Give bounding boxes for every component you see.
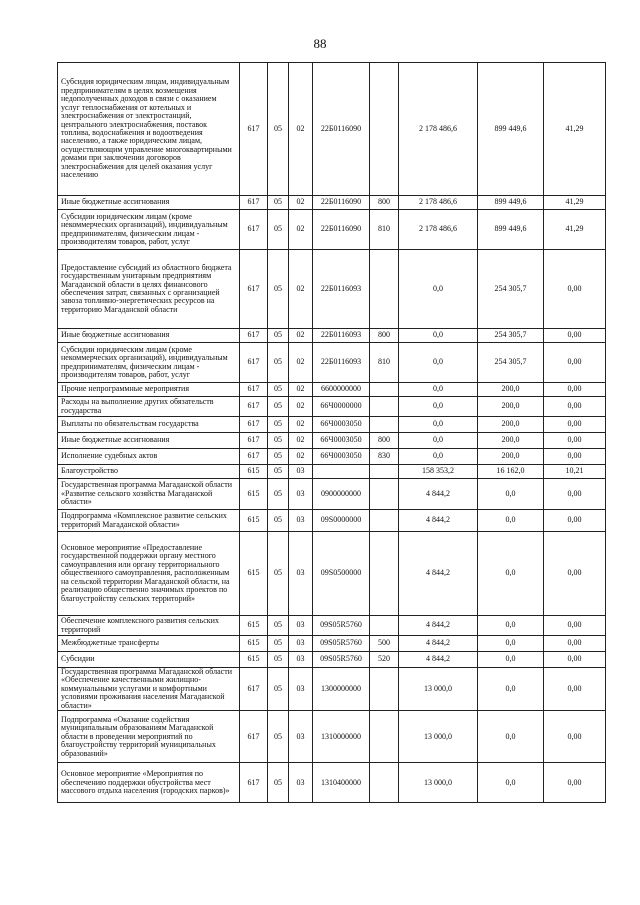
- row-executed-amount: 254 305,7: [478, 343, 544, 383]
- row-subsection-code: 02: [289, 449, 313, 465]
- row-target-article-code: 22Б0116093: [313, 343, 370, 383]
- row-section-code: 05: [268, 343, 289, 383]
- row-section-code: 05: [268, 210, 289, 250]
- row-executed-amount: 0,0: [478, 636, 544, 652]
- row-expense-type-code: 830: [370, 449, 399, 465]
- row-grbs-code: 617: [240, 763, 268, 803]
- row-target-article-code: 09S0500000: [313, 532, 370, 616]
- row-grbs-code: 617: [240, 63, 268, 196]
- row-planned-amount: 13 000,0: [399, 668, 478, 711]
- row-subsection-code: 03: [289, 711, 313, 763]
- row-grbs-code: 615: [240, 616, 268, 636]
- row-name: Субсидии юридическим лицам (кроме некоммерческих организаций), индивидуальным предпринимателям, физическим лицам - производителям товаров, работ, услуг: [58, 343, 240, 383]
- table-row: [58, 63, 606, 196]
- row-planned-amount: 4 844,2: [399, 479, 478, 510]
- row-execution-percent: 0,00: [544, 479, 606, 510]
- row-expense-type-code: [370, 250, 399, 329]
- row-grbs-code: 617: [240, 711, 268, 763]
- row-planned-amount: 0,0: [399, 449, 478, 465]
- row-executed-amount: 200,0: [478, 433, 544, 449]
- row-expense-type-code: [370, 668, 399, 711]
- row-planned-amount: 0,0: [399, 417, 478, 433]
- row-subsection-code: 02: [289, 433, 313, 449]
- row-subsection-code: 02: [289, 383, 313, 397]
- row-executed-amount: 0,0: [478, 652, 544, 668]
- row-grbs-code: 615: [240, 510, 268, 532]
- row-name: Расходы на выполнение других обязательств государства: [58, 397, 240, 417]
- row-executed-amount: 0,0: [478, 510, 544, 532]
- row-execution-percent: 41,29: [544, 196, 606, 210]
- row-planned-amount: 2 178 486,6: [399, 196, 478, 210]
- row-executed-amount: 0,0: [478, 711, 544, 763]
- row-execution-percent: 41,29: [544, 63, 606, 196]
- row-target-article-code: 66Ч0003050: [313, 417, 370, 433]
- table-row: [58, 652, 606, 668]
- row-execution-percent: 0,00: [544, 433, 606, 449]
- row-executed-amount: 200,0: [478, 383, 544, 397]
- row-section-code: 05: [268, 711, 289, 763]
- row-execution-percent: 0,00: [544, 449, 606, 465]
- row-grbs-code: 615: [240, 532, 268, 616]
- row-name: Иные бюджетные ассигнования: [58, 196, 240, 210]
- table-row: [58, 616, 606, 636]
- table-row: [58, 510, 606, 532]
- row-execution-percent: 0,00: [544, 397, 606, 417]
- row-target-article-code: [313, 465, 370, 479]
- row-name: Подпрограмма «Оказание содействия муниципальным образованиям Магаданской области в проведении мероприятий по благоустройству территорий муниципальных образований»: [58, 711, 240, 763]
- row-planned-amount: 13 000,0: [399, 711, 478, 763]
- row-expense-type-code: 500: [370, 636, 399, 652]
- row-expense-type-code: [370, 510, 399, 532]
- row-section-code: 05: [268, 763, 289, 803]
- row-grbs-code: 617: [240, 449, 268, 465]
- row-execution-percent: 0,00: [544, 636, 606, 652]
- row-name: Предоставление субсидий из областного бюджета государственным унитарным предприятиям Магаданской области в целях финансового обеспечения затрат, связанных с организацией завоза топливно-энергетических ресурсов на территорию Магаданской области: [58, 250, 240, 329]
- table-row: [58, 329, 606, 343]
- row-expense-type-code: 520: [370, 652, 399, 668]
- row-grbs-code: 615: [240, 479, 268, 510]
- budget-table: [57, 62, 606, 803]
- row-expense-type-code: [370, 383, 399, 397]
- row-expense-type-code: [370, 417, 399, 433]
- row-name: Иные бюджетные ассигнования: [58, 433, 240, 449]
- row-section-code: 05: [268, 510, 289, 532]
- row-grbs-code: 617: [240, 383, 268, 397]
- row-expense-type-code: [370, 532, 399, 616]
- row-section-code: 05: [268, 63, 289, 196]
- row-planned-amount: 0,0: [399, 329, 478, 343]
- table-row: [58, 479, 606, 510]
- row-target-article-code: 22Б0116090: [313, 196, 370, 210]
- row-execution-percent: 0,00: [544, 711, 606, 763]
- row-execution-percent: 0,00: [544, 417, 606, 433]
- row-name: Обеспечение комплексного развития сельских территорий: [58, 616, 240, 636]
- row-expense-type-code: 800: [370, 433, 399, 449]
- row-grbs-code: 617: [240, 668, 268, 711]
- row-subsection-code: 02: [289, 417, 313, 433]
- row-name: Выплаты по обязательствам государства: [58, 417, 240, 433]
- row-planned-amount: 13 000,0: [399, 763, 478, 803]
- row-subsection-code: 02: [289, 196, 313, 210]
- row-target-article-code: 66Ч0003050: [313, 433, 370, 449]
- table-row: [58, 250, 606, 329]
- row-name: Государственная программа Магаданской области «Развитие сельского хозяйства Магаданской области»: [58, 479, 240, 510]
- row-subsection-code: 02: [289, 250, 313, 329]
- row-executed-amount: 899 449,6: [478, 210, 544, 250]
- row-execution-percent: 0,00: [544, 668, 606, 711]
- row-target-article-code: 09S05R5760: [313, 616, 370, 636]
- row-execution-percent: 0,00: [544, 652, 606, 668]
- row-subsection-code: 03: [289, 652, 313, 668]
- row-section-code: 05: [268, 329, 289, 343]
- row-target-article-code: 09S0000000: [313, 510, 370, 532]
- row-planned-amount: 0,0: [399, 397, 478, 417]
- row-subsection-code: 03: [289, 668, 313, 711]
- row-section-code: 05: [268, 616, 289, 636]
- row-planned-amount: 4 844,2: [399, 636, 478, 652]
- row-target-article-code: 6600000000: [313, 383, 370, 397]
- row-grbs-code: 617: [240, 397, 268, 417]
- row-subsection-code: 02: [289, 397, 313, 417]
- row-target-article-code: 09S05R5760: [313, 652, 370, 668]
- row-target-article-code: 1300000000: [313, 668, 370, 711]
- row-execution-percent: 10,21: [544, 465, 606, 479]
- row-planned-amount: 2 178 486,6: [399, 210, 478, 250]
- row-subsection-code: 02: [289, 63, 313, 196]
- table-row: [58, 763, 606, 803]
- row-expense-type-code: [370, 616, 399, 636]
- row-executed-amount: 899 449,6: [478, 63, 544, 196]
- row-target-article-code: 66Ч0003050: [313, 449, 370, 465]
- row-name: Прочие непрограммные мероприятия: [58, 383, 240, 397]
- row-planned-amount: 4 844,2: [399, 652, 478, 668]
- row-executed-amount: 254 305,7: [478, 250, 544, 329]
- table-row: [58, 636, 606, 652]
- row-subsection-code: 03: [289, 532, 313, 616]
- row-name: Субсидии юридическим лицам (кроме некоммерческих организаций), индивидуальным предпринимателям, физическим лицам - производителям товаров, работ, услуг: [58, 210, 240, 250]
- row-section-code: 05: [268, 449, 289, 465]
- row-grbs-code: 617: [240, 417, 268, 433]
- row-expense-type-code: [370, 479, 399, 510]
- row-target-article-code: 0900000000: [313, 479, 370, 510]
- row-target-article-code: 22Б0116090: [313, 210, 370, 250]
- row-section-code: 05: [268, 433, 289, 449]
- table-row: [58, 210, 606, 250]
- row-target-article-code: 22Б0116090: [313, 63, 370, 196]
- row-expense-type-code: 800: [370, 329, 399, 343]
- page-number: 88: [313, 36, 327, 51]
- table-row: [58, 343, 606, 383]
- row-planned-amount: 0,0: [399, 250, 478, 329]
- row-expense-type-code: [370, 465, 399, 479]
- row-subsection-code: 02: [289, 210, 313, 250]
- row-target-article-code: 22Б0116093: [313, 250, 370, 329]
- row-target-article-code: 09S05R5760: [313, 636, 370, 652]
- row-expense-type-code: 810: [370, 210, 399, 250]
- row-target-article-code: 1310000000: [313, 711, 370, 763]
- row-execution-percent: 0,00: [544, 329, 606, 343]
- table-row: [58, 668, 606, 711]
- row-name: Подпрограмма «Комплексное развитие сельских территорий Магаданской области»: [58, 510, 240, 532]
- row-execution-percent: 0,00: [544, 532, 606, 616]
- table-row: [58, 465, 606, 479]
- row-planned-amount: 0,0: [399, 383, 478, 397]
- row-executed-amount: 16 162,0: [478, 465, 544, 479]
- row-grbs-code: 615: [240, 465, 268, 479]
- table-row: [58, 449, 606, 465]
- row-executed-amount: 0,0: [478, 479, 544, 510]
- row-executed-amount: 0,0: [478, 668, 544, 711]
- table-row: [58, 383, 606, 397]
- row-execution-percent: 0,00: [544, 763, 606, 803]
- row-grbs-code: 615: [240, 652, 268, 668]
- row-section-code: 05: [268, 465, 289, 479]
- table-row: [58, 433, 606, 449]
- row-grbs-code: 617: [240, 329, 268, 343]
- table-row: [58, 532, 606, 616]
- row-name: Субсидия юридическим лицам, индивидуальным предпринимателям в целях возмещения недополученных доходов в связи с оказанием услуг теплоснабжения от котельных и электроснабжения от электростанций, центрального электроснабжения, поставок топлива, водоснабжения и водоотведения населению, а также юридическим лицам, осуществляющим управление многоквартирными домами при заключении договоров электроснабжения для целей оказания услуг населению: [58, 63, 240, 196]
- row-subsection-code: 02: [289, 343, 313, 383]
- row-expense-type-code: [370, 763, 399, 803]
- row-execution-percent: 0,00: [544, 343, 606, 383]
- row-planned-amount: 2 178 486,6: [399, 63, 478, 196]
- row-subsection-code: 03: [289, 636, 313, 652]
- row-target-article-code: 1310400000: [313, 763, 370, 803]
- row-subsection-code: 03: [289, 479, 313, 510]
- row-subsection-code: 02: [289, 329, 313, 343]
- row-section-code: 05: [268, 479, 289, 510]
- row-planned-amount: 0,0: [399, 433, 478, 449]
- row-execution-percent: 41,29: [544, 210, 606, 250]
- row-planned-amount: 0,0: [399, 343, 478, 383]
- row-expense-type-code: [370, 397, 399, 417]
- row-name: Субсидии: [58, 652, 240, 668]
- row-executed-amount: 200,0: [478, 449, 544, 465]
- row-name: Основное мероприятие «Мероприятия по обеспечению поддержки обустройства мест массового отдыха населения (городских парков)»: [58, 763, 240, 803]
- row-executed-amount: 0,0: [478, 763, 544, 803]
- row-grbs-code: 617: [240, 250, 268, 329]
- row-section-code: 05: [268, 196, 289, 210]
- row-section-code: 05: [268, 250, 289, 329]
- row-execution-percent: 0,00: [544, 510, 606, 532]
- row-name: Благоустройство: [58, 465, 240, 479]
- row-execution-percent: 0,00: [544, 250, 606, 329]
- row-execution-percent: 0,00: [544, 616, 606, 636]
- row-planned-amount: 158 353,2: [399, 465, 478, 479]
- row-subsection-code: 03: [289, 465, 313, 479]
- row-expense-type-code: 810: [370, 343, 399, 383]
- row-executed-amount: 0,0: [478, 532, 544, 616]
- row-planned-amount: 4 844,2: [399, 616, 478, 636]
- row-name: Основное мероприятие «Предоставление государственной поддержки органу местного самоуправления или органу территориального общественного самоуправления, расположенным на сельской территории Магаданской области, на реализацию общественно значимых проектов по благоустройству сельских территорий»: [58, 532, 240, 616]
- row-grbs-code: 617: [240, 210, 268, 250]
- row-subsection-code: 03: [289, 763, 313, 803]
- row-planned-amount: 4 844,2: [399, 532, 478, 616]
- row-grbs-code: 615: [240, 636, 268, 652]
- row-target-article-code: 22Б0116093: [313, 329, 370, 343]
- row-grbs-code: 617: [240, 433, 268, 449]
- row-name: Исполнение судебных актов: [58, 449, 240, 465]
- table-row: [58, 711, 606, 763]
- row-name: Межбюджетные трансферты: [58, 636, 240, 652]
- row-section-code: 05: [268, 417, 289, 433]
- row-executed-amount: 200,0: [478, 417, 544, 433]
- table-row: [58, 417, 606, 433]
- row-executed-amount: 254 305,7: [478, 329, 544, 343]
- row-planned-amount: 4 844,2: [399, 510, 478, 532]
- row-subsection-code: 03: [289, 616, 313, 636]
- row-section-code: 05: [268, 652, 289, 668]
- row-target-article-code: 66Ч0000000: [313, 397, 370, 417]
- row-execution-percent: 0,00: [544, 383, 606, 397]
- row-executed-amount: 200,0: [478, 397, 544, 417]
- row-expense-type-code: [370, 711, 399, 763]
- row-section-code: 05: [268, 668, 289, 711]
- row-grbs-code: 617: [240, 196, 268, 210]
- row-executed-amount: 899 449,6: [478, 196, 544, 210]
- row-grbs-code: 617: [240, 343, 268, 383]
- row-expense-type-code: [370, 63, 399, 196]
- table-row: [58, 196, 606, 210]
- row-name: Иные бюджетные ассигнования: [58, 329, 240, 343]
- row-section-code: 05: [268, 532, 289, 616]
- row-expense-type-code: 800: [370, 196, 399, 210]
- row-section-code: 05: [268, 636, 289, 652]
- table-row: [58, 397, 606, 417]
- table-body: [58, 63, 606, 803]
- row-section-code: 05: [268, 397, 289, 417]
- row-executed-amount: 0,0: [478, 616, 544, 636]
- row-section-code: 05: [268, 383, 289, 397]
- row-subsection-code: 03: [289, 510, 313, 532]
- row-name: Государственная программа Магаданской области «Обеспечение качественными жилищно-коммунальными услугами и комфортными условиями проживания населения Магаданской области»: [58, 668, 240, 711]
